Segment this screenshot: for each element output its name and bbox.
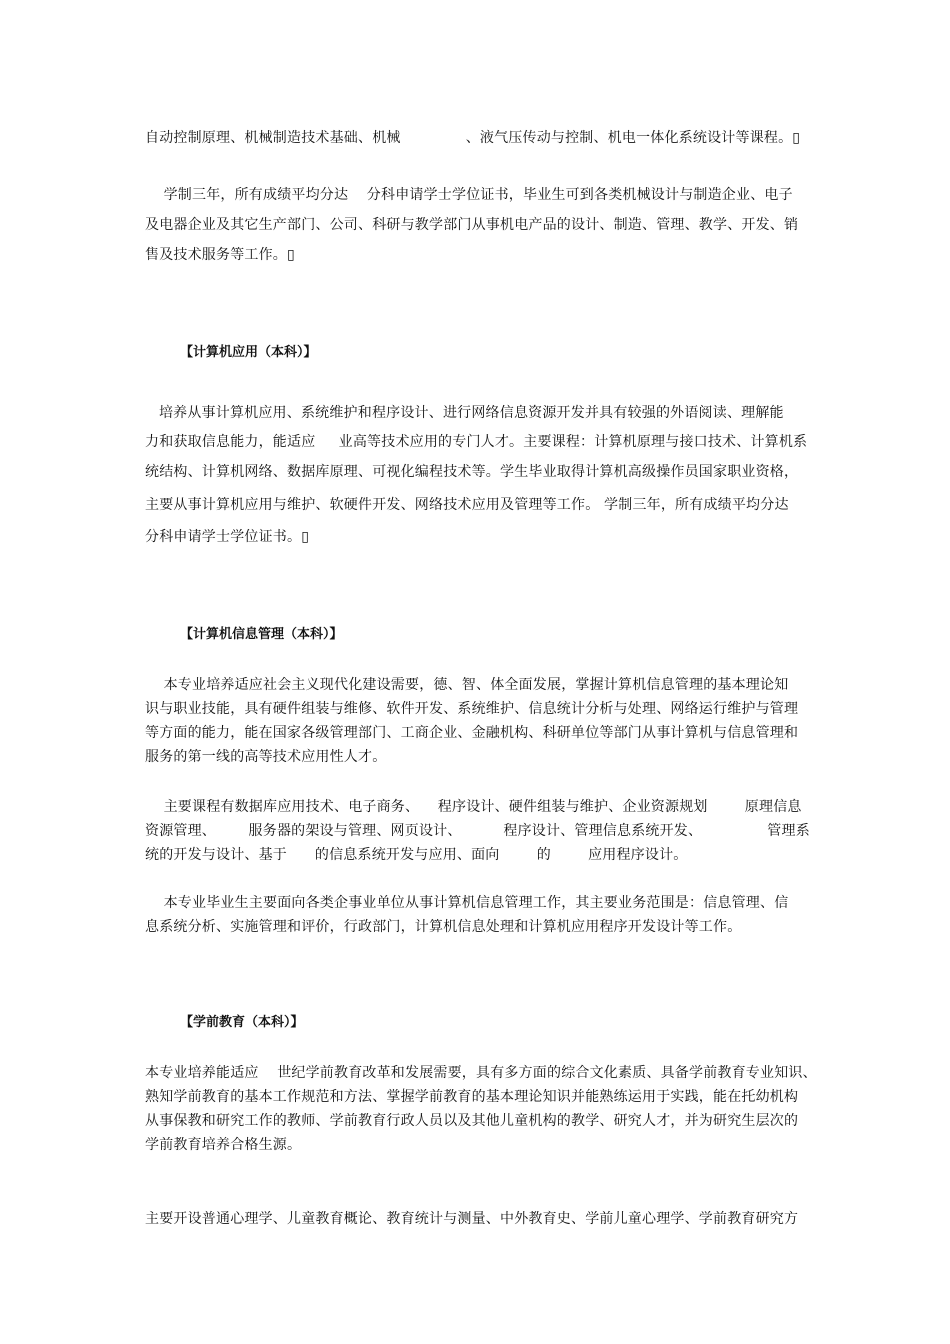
text-line: 识与职业技能，具有硬件组装与维修、软件开发、系统维护、信息统计分析与处理、网络运行维护与管理 [145, 701, 799, 717]
text-line: 力和获取信息能力，能适应 业高等技术应用的专门人才。主要课程：计算机原理与接口技术、计算机系 [145, 434, 808, 450]
text-line: 主要课程有数据库应用技术、电子商务、 程序设计、硬件组装与维护、企业资源规划 原理信息 [145, 799, 802, 815]
text-line: 统的开发与设计、基于 的信息系统开发与应用、面向 的 应用程序设计。 [145, 847, 688, 863]
text-line: 统结构、计算机网络、数据库原理、可视化编程技术等。学生毕业取得计算机高级操作员国家职业资格， [145, 464, 799, 480]
text-line: 本专业培养适应社会主义现代化建设需要，德、智、体全面发展，掌握计算机信息管理的基本理论知 [145, 677, 789, 693]
text-line: 分科申请学士学位证书。▯ [145, 529, 310, 545]
text-line: 及电器企业及其它生产部门、公司、科研与教学部门从事机电产品的设计、制造、管理、教学、开发、销 [145, 217, 799, 233]
text-line: 等方面的能力，能在国家各级管理部门、工商企业、金融机构、科研单位等部门从事计算机与信息管理和 [145, 725, 799, 741]
text-line: 学前教育培养合格生源。 [145, 1137, 302, 1153]
text-line: 熟知学前教育的基本工作规范和方法、掌握学前教育的基本理论知识并能熟练运用于实践，能在托幼机构 [145, 1089, 799, 1105]
text-line: 从事保教和研究工作的教师、学前教育行政人员以及其他儿童机构的教学、研究人才，并为研究生层次的 [145, 1113, 799, 1129]
text-line: 学制三年，所有成绩平均分达 分科申请学士学位证书，毕业生可到各类机械设计与制造企业、电子 [145, 187, 793, 203]
text-line: 主要开设普通心理学、儿童教育概论、教育统计与测量、中外教育史、学前儿童心理学、学前教育研究方 [145, 1211, 799, 1227]
text-line: 服务的第一线的高等技术应用性人才。 [145, 749, 387, 765]
section-heading: 【学前教育（本科）】 [180, 1015, 304, 1030]
text-line: 自动控制原理、机械制造技术基础、机械 、液气压传动与控制、机电一体化系统设计等课程。▯ [145, 130, 801, 146]
text-line: 资源管理、 服务器的架设与管理、网页设计、 程序设计、管理信息系统开发、 管理系 [145, 823, 810, 839]
text-line: 本专业毕业生主要面向各类企事业单位从事计算机信息管理工作，其主要业务范围是：信息管理、信 [145, 895, 789, 911]
text-line: 主要从事计算机应用与维护、软硬件开发、网络技术应用及管理等工作。 学制三年，所有成绩平均分达 [145, 497, 789, 513]
text-line: 培养从事计算机应用、系统维护和程序设计、进行网络信息资源开发并具有较强的外语阅读、理解能 [145, 405, 784, 421]
text-line: 本专业培养能适应 世纪学前教育改革和发展需要，具有多方面的综合文化素质、具备学前教育专业知识、 [145, 1065, 817, 1081]
section-heading: 【计算机应用（本科）】 [180, 345, 317, 360]
section-heading: 【计算机信息管理（本科）】 [180, 627, 343, 642]
text-line: 售及技术服务等工作。▯ [145, 247, 295, 263]
text-line: 息系统分析、实施管理和评价，行政部门，计算机信息处理和计算机应用程序开发设计等工作。 [145, 919, 742, 935]
